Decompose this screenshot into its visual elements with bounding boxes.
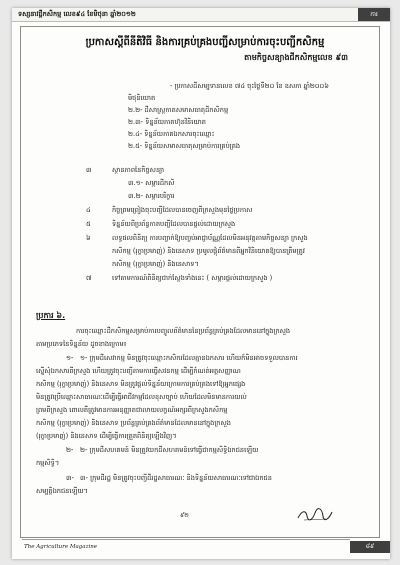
body-line: ការចុះឈ្មោះដីកសិកម្មសម្រាប់ការបញ្ចូលព័ត៌មាននៃប្រព័ន្ធគ្រប់គ្រងដែលមាននៅក្នុងក្រសួង [76,327,291,335]
footer-magazine-name: The Agriculture Magazine [24,544,98,550]
body-line: ២.២- ដីសាស្ត្រកាតសមាសធាតុដីកសិកម្ម [128,106,229,114]
body-line: សម្បត្តិឯកជនឡើយ។ [36,487,89,495]
chapter-heading: ប្រការ ៦. [36,311,66,320]
document-page-number: ៩២ [180,512,189,519]
body-line: ២.៥- ទិន្នន័យសមាសធាតុសម្រាប់ការគ្រប់គ្រង [128,142,241,150]
body-line: ៣.១- សម្ភារដីកសិ [128,179,175,187]
body-line: ទិន្នន័យពីប្រព័ន្ធកាតបញ្ជីដែលបានផ្តល់ដោយក្រសួង [112,220,236,228]
item-number: ៤ [86,206,91,214]
body-line: - ប្រកាសដីសម្បទានលេខ ៧៤ ចុះថ្ងៃទី២០ ខែ ឧសភា ឆ្នាំ២០០៦ [170,82,329,90]
body-line: ៣- ក្រុមដីរដ្ឋ មិនត្រូវចុះបញ្ជីដីរដ្ឋសាធារណៈ និងទិន្នន័យសាធារណៈទៅជាឯកជន [80,474,272,482]
body-line: ស្ថានភាពនៃកិច្ចសន្យា [112,166,165,174]
item-number: ២- [66,446,74,454]
item-number: ៥ [86,220,91,228]
item-number: ៣- [66,474,75,482]
body-line: កសិកម្ម (រុក្ខាប្រមាញ់) និងនេសាទ ប្រមូលផ្តុំព័ត៌មានពីអ្នកវិនិយោគឱ្យបានត្រឹមត្រូវ [112,247,305,255]
document-title: ប្រកាសស្តីពីនីតិវិធី និងការគ្រប់គ្រងបញ្ជីសម្រាប់ការចុះបញ្ជីកសិកម្ម [85,37,325,48]
body-line: កសិកម្ម (រុក្ខាប្រមាញ់) និងនេសាទ។ [112,260,199,268]
body-line: ២- ក្រុមដីសហគមន៍ មិនត្រូវយកដីសហគមន៍ទៅធ្វើជាកម្មសិទ្ធិឯកជនឡើយ [80,446,259,454]
magazine-page [12,8,390,559]
page-header [12,8,390,22]
body-line: (រុក្ខាប្រមាញ់) និងនេសាទ ដើម្បីធ្វើការត្រួតពិនិត្យឡើងវិញ។ [36,432,177,440]
body-line: ទៅតាមការណ៍ពិនិត្យជាក់ស្តែងទាំងនេះ ( សម្ភារផ្តល់ដោយក្រសួង ) [112,274,273,282]
body-line: ១- ក្រុមដីសេវាកម្ម មិនត្រូវចុះឈ្មោះកសិករដែលគ្មានឯកសារ ហើយក៏មិនអាចទទួលបានការ [80,354,298,362]
body-line: មិនត្រូវប្រើឈ្មោះសាធារណៈដើម្បីធ្វើអាជីវកម្មដែលខុសច្បាប់ ហើយដែលមិនមានការយល់ [36,393,247,401]
header-issue-info: ទស្សនាវដ្តីកសិកម្ម លេខ៩៤ ខែមិថុនា ឆ្នាំ២០១២ [18,10,136,18]
body-line: កិច្ចព្រមព្រៀងចុះបញ្ជីដែលបានចេញពីក្រសួងមុនថ្ងៃប្រកាស [112,206,253,214]
body-line: ៣.២- សម្ភារបរិក្ខារ [128,192,175,200]
header-section-tag: ការ [358,8,390,21]
footer-page-number: ៨៩ [350,541,390,553]
body-line: កសិកម្ម (រុក្ខាប្រមាញ់) និងនេសាទ មិនត្រូវផ្តល់ទិន្នន័យក្រោមការគ្រប់គ្រងទៅឱ្យអ្នកផ្សេង [36,380,246,388]
item-number: ១- [66,354,74,362]
document-subtitle: តាមកិច្ចសន្យាងជីកសិកម្មលេខ ៩៣ [244,53,348,62]
item-number: ៣ [86,166,92,174]
body-line: កម្មសិទ្ធិ។ [36,459,60,467]
footer-rule [22,539,350,540]
body-line: ព្រមពីក្រសួង ពោលគឺត្រូវមានការអនុញ្ញាតជាលាយលក្ខណ៍អក្សរពីក្រសួងកសិកម្ម [36,406,228,414]
body-line: ស្នើសុំឯកសារពីក្រសួង ហើយត្រូវចុះបញ្ជីតាមការធ្វើសវនកម្ម ដើម្បីកំណត់អត្តសញ្ញាណ [36,367,241,375]
item-number: ៦ [86,234,91,242]
item-number: ៧ [86,274,92,282]
body-line: ២.៤- ទិន្នន័យភាគឯកសារចុះឈ្មោះ [128,130,215,138]
body-line: មិថុនិយោគ [128,94,156,102]
body-line: ២.៣- ទិន្នន័យភាគហ៊ុនវិនិយោគ [128,118,206,126]
body-line: កសិកម្ម (រុក្ខាប្រមាញ់) និងនេសាទ ប្រព័ន្ធគ្រប់គ្រងព័ត៌មានដែលមាននៅក្នុងក្រសួង [36,419,231,427]
body-line: លទ្ធផលពិនិត្យ ការបញ្ជាក់ឱ្យបញ្ចប់អាជ្ញាប័ណ្ណដែលមិនអនុវត្តតាមកិច្ចសន្យា ក្រសួង [112,234,308,242]
signature-icon [296,507,334,523]
body-line: តាមប្រភេទនៃទិន្នន័យ ដូចខាងក្រោម៖ [36,340,127,348]
